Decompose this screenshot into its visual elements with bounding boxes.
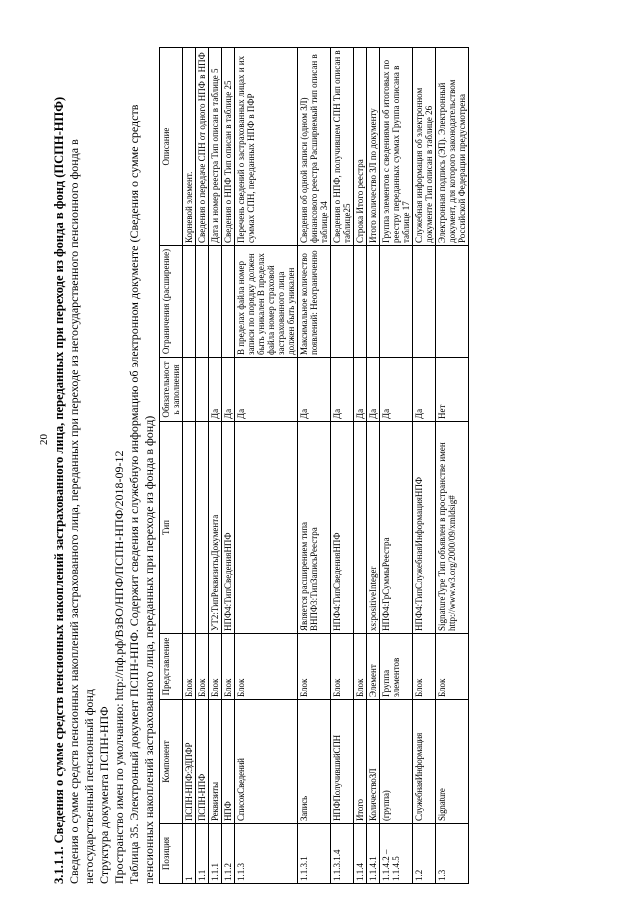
cell-type — [354, 422, 367, 634]
table-row — [436, 48, 469, 884]
cell-type: УТ2:ТипРеквизитыДокумента — [209, 422, 222, 634]
cell-type — [235, 422, 298, 634]
page-number: 20 — [38, 434, 50, 445]
cell-restrictions: В пределах файла номер записи по порядку должен быть уникален В пределах файла номер страховой застрахованного лица должен быть уникален — [235, 246, 298, 358]
rotated-page-content — [52, 44, 627, 884]
cell-position: 1.1.4.2 – 1.1.4.5 — [380, 824, 413, 884]
cell-representation: Элемент — [367, 634, 380, 700]
table-row — [222, 48, 235, 884]
cell-description: Сведения о передаче СПН от одного НПФ в НПФ — [196, 48, 209, 246]
cell-type — [196, 422, 209, 634]
cell-component: СлужебнаяИнформация — [413, 700, 436, 824]
cell-representation: Блок — [235, 634, 298, 700]
cell-representation: Блок — [413, 634, 436, 700]
cell-component: Реквизиты — [209, 700, 222, 824]
cell-description: Сведения о НПФ, получившем СПН Тип описан в таблице25 — [331, 48, 354, 246]
cell-component: (группа) — [380, 700, 413, 824]
cell-component: НПФПолучившийСПН — [331, 700, 354, 824]
cell-restrictions — [331, 246, 354, 358]
header-type: Тип — [160, 422, 183, 634]
cell-representation: Блок — [183, 634, 196, 700]
cell-type: xs:positiveInteger — [367, 422, 380, 634]
cell-representation: Блок — [209, 634, 222, 700]
cell-component: Итого — [354, 700, 367, 824]
cell-type: НПФ4:ТипСведенияНПФ — [331, 422, 354, 634]
cell-component: КоличествоЗЛ — [367, 700, 380, 824]
table-row — [209, 48, 222, 884]
table-row — [183, 48, 196, 884]
cell-description: Сведения о НПФ Тип описан в таблице 25 — [222, 48, 235, 246]
cell-type: SignatureType Тип объявлен в пространстве имен http://www.w3.org/2000/09/xmldsig# — [436, 422, 469, 634]
cell-representation: Группа элементов — [380, 634, 413, 700]
table-row — [380, 48, 413, 884]
cell-position: 1.1.4 — [354, 824, 367, 884]
cell-position: 1 — [183, 824, 196, 884]
header-representation: Представление — [160, 634, 183, 700]
cell-position: 1.1 — [196, 824, 209, 884]
cell-required: Да — [209, 358, 222, 422]
cell-description: Группа элементов с сведениями об итоговых по реестру переданных суммах Группа описана в таблице 17 — [380, 48, 413, 246]
cell-component: ПСПН-НПФ — [196, 700, 209, 824]
cell-required — [196, 358, 209, 422]
cell-type: Является расширением типа ВНПФ3:ТипЗаписьРеестра — [298, 422, 331, 634]
cell-component: НПФ — [222, 700, 235, 824]
cell-restrictions — [222, 246, 235, 358]
table-header-row — [160, 48, 183, 884]
cell-representation: Блок — [196, 634, 209, 700]
table-row — [367, 48, 380, 884]
cell-component: СписокСведений — [235, 700, 298, 824]
cell-restrictions — [380, 246, 413, 358]
cell-description: Перечень сведений о застрахованных лицах и их суммах СПН, переданных НПФ в ПФР — [235, 48, 298, 246]
header-description: Описание — [160, 48, 183, 246]
cell-representation: Блок — [436, 634, 469, 700]
cell-required: Нет — [436, 358, 469, 422]
cell-position: 1.1.3 — [235, 824, 298, 884]
cell-required — [183, 358, 196, 422]
paragraph-structure: Структура документа ПСПН-НПФ — [97, 706, 111, 884]
cell-position: 1.3 — [436, 824, 469, 884]
cell-required: Да — [367, 358, 380, 422]
cell-position: 1.1.3.1.4 — [331, 824, 354, 884]
cell-required: Да — [235, 358, 298, 422]
header-restrictions: Ограничения (расширение) — [160, 246, 183, 358]
cell-component: ПСПН-НПФ:ЭДПФР — [183, 700, 196, 824]
cell-type: НПФ4:ТипСведенияНПФ — [222, 422, 235, 634]
cell-restrictions — [413, 246, 436, 358]
header-position: Позиция — [160, 824, 183, 884]
table-caption: Таблица 35. Электронный документ ПСПН-НПФ. Содержит сведения и служебную информацию об электронном документе (Сведения о сумме средств пенсионных накоплений застрахованного лица, переданных при переходе из фонда в фонд) — [127, 104, 156, 884]
cell-restrictions — [209, 246, 222, 358]
cell-type: НПФ4:ГрСуммыРеестра — [380, 422, 413, 634]
cell-required: Да — [331, 358, 354, 422]
cell-description: Электронная подпись (ЭП). Электронный документ, для которого законодательством Российской Федерации предусмотрена — [436, 48, 469, 246]
cell-description: Сведения об одной записи (одном ЗЛ) финансового реестра Расширяемый тип описан в таблице 34 — [298, 48, 331, 246]
cell-representation: Блок — [222, 634, 235, 700]
cell-position: 1.1.3.1 — [298, 824, 331, 884]
cell-position: 1.1.4.1 — [367, 824, 380, 884]
cell-required: Да — [413, 358, 436, 422]
cell-component: Signature — [436, 700, 469, 824]
cell-description: Служебная информация об электронном документе Тип описан в таблице 26 — [413, 48, 436, 246]
cell-representation: Блок — [331, 634, 354, 700]
cell-position: 1.2 — [413, 824, 436, 884]
paragraph-namespace: Пространство имен по умолчанию: http://пф.рф/ВзВО/НПФ/ПСПН-НПФ/2018-09-12 — [112, 450, 126, 884]
cell-position: 1.1.2 — [222, 824, 235, 884]
cell-restrictions — [367, 246, 380, 358]
cell-required: Да — [380, 358, 413, 422]
cell-required: Да — [298, 358, 331, 422]
table-row — [196, 48, 209, 884]
cell-description: Итого количество ЗЛ по документу — [367, 48, 380, 246]
cell-restrictions: Максимальное количество появлений: Неограниченно — [298, 246, 331, 358]
table-row — [298, 48, 331, 884]
document-structure-table — [159, 47, 469, 884]
cell-restrictions — [196, 246, 209, 358]
table-row — [354, 48, 367, 884]
cell-required: Да — [222, 358, 235, 422]
table-row — [235, 48, 298, 884]
header-component: Компонент — [160, 700, 183, 824]
cell-description: Дата и номер реестра Тип описан в таблице 5 — [209, 48, 222, 246]
cell-restrictions — [436, 246, 469, 358]
cell-representation: Блок — [298, 634, 331, 700]
paragraph-description: Сведения о сумме средств пенсионных накоплений застрахованного лица, переданных при переходе из негосударственного пенсионного фонда в негосударственный пенсионный фонд — [67, 139, 96, 884]
header-required: Обязательность заполнения — [160, 358, 183, 422]
table-row — [413, 48, 436, 884]
cell-representation: Блок — [354, 634, 367, 700]
cell-description: Строка Итого реестра — [354, 48, 367, 246]
cell-required: Да — [354, 358, 367, 422]
cell-restrictions — [183, 246, 196, 358]
cell-description: Корневой элемент. — [183, 48, 196, 246]
table-row — [331, 48, 354, 884]
cell-type — [183, 422, 196, 634]
cell-component: Запись — [298, 700, 331, 824]
cell-type: НПФ4:ТипСлужебнаяИнформацияНПФ — [413, 422, 436, 634]
cell-position: 1.1.1 — [209, 824, 222, 884]
section-heading: 3.1.1.1. Сведения о сумме средств пенсионных накоплений застрахованного лица, переданных при переходе из фонда в фонд (ПСПН-НПФ) — [52, 96, 66, 884]
cell-restrictions — [354, 246, 367, 358]
